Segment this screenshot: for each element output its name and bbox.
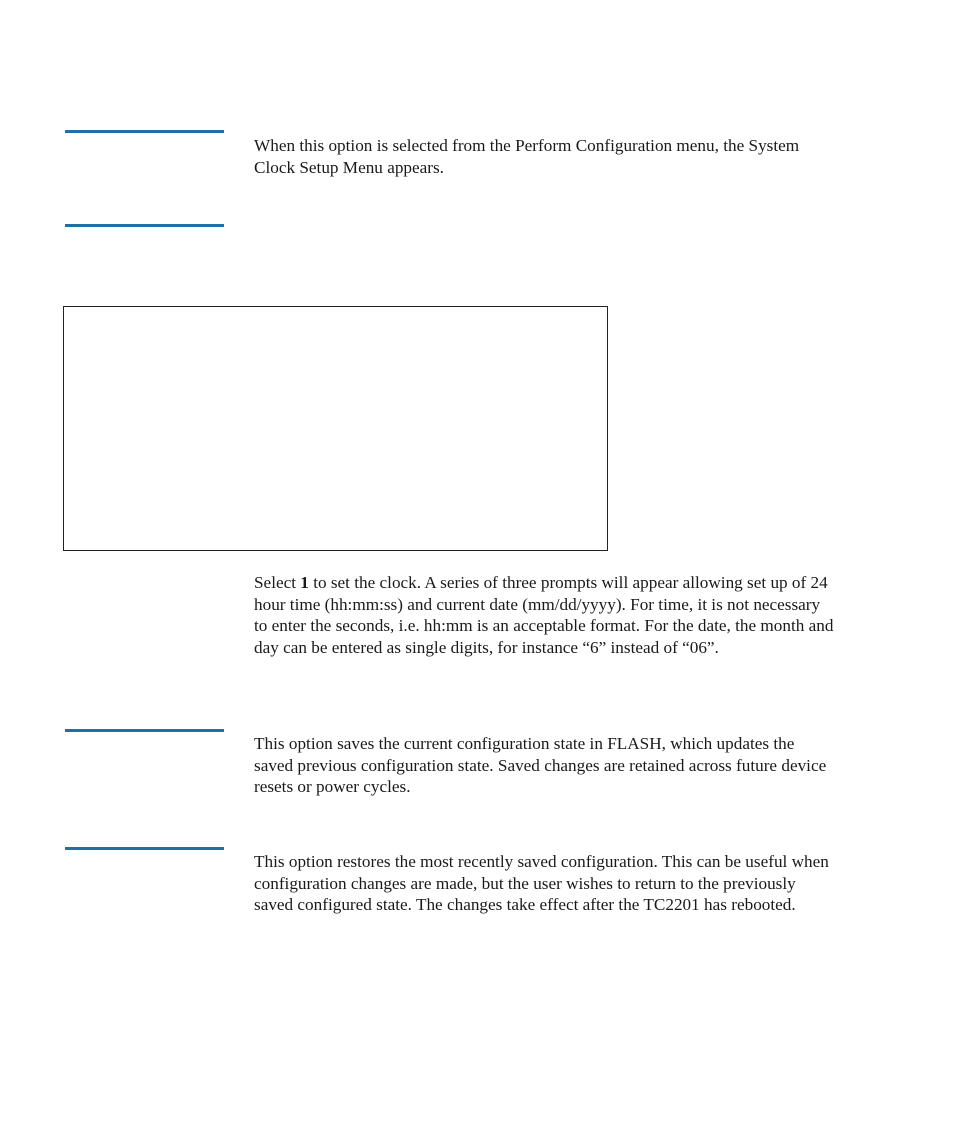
- set-clock-key: 1: [300, 573, 309, 592]
- save-config-text: This option saves the current configuration state in FLASH, which updates the saved previous configuration state. Saved changes are retained across future device resets or power cycles.: [254, 734, 827, 796]
- section-rule-2: [65, 224, 224, 227]
- section-rule-3: [65, 729, 224, 732]
- set-clock-text: [254, 572, 834, 658]
- section-rule-1: [65, 130, 224, 133]
- set-clock-prefix: Select: [254, 573, 301, 592]
- set-clock-suffix: to set the clock. A series of three prompts will appear allowing set up of 24 hour time (hh:mm:ss) and current date (mm/dd/yyyy). For time, it is not necessary to enter the seconds, i.e. hh:mm is an acceptable format. For the date, the month and day can be entered as single digits, for instance “6” instead of “06”.: [254, 573, 834, 657]
- section-rule-4: [65, 847, 224, 850]
- restore-config-text: This option restores the most recently saved configuration. This can be useful when configuration changes are made, but the user wishes to return to the previously saved configured state. The changes take effect after the TC2201 has rebooted.: [254, 852, 829, 914]
- clock-intro-text: When this option is selected from the Perform Configuration menu, the System Clock Setup Menu appears.: [254, 136, 800, 177]
- menu-screen-box: [63, 306, 608, 551]
